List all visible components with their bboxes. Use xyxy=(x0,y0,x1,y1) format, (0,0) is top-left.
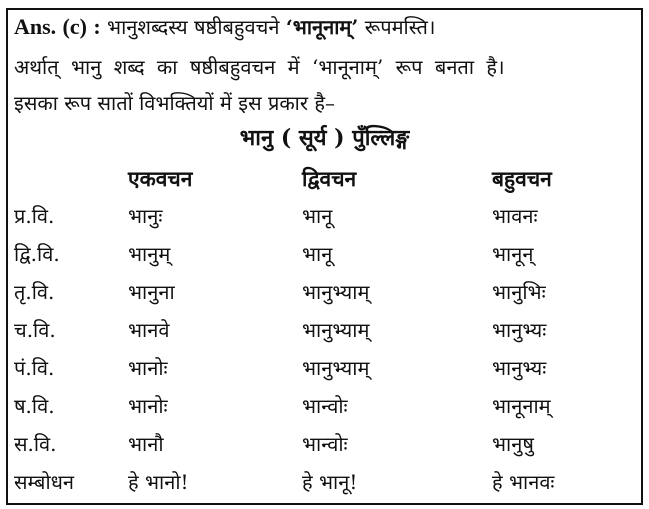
answer-option: (c) xyxy=(62,14,87,39)
dual-form: भानुभ्याम् xyxy=(302,317,370,342)
dual-form: भानू xyxy=(302,203,333,228)
table-row xyxy=(14,462,642,500)
table-row xyxy=(14,310,642,348)
header-singular: एकवचन xyxy=(128,166,193,191)
table-row xyxy=(14,348,642,386)
singular-form: भानोः xyxy=(128,355,168,380)
answer-text-pre: भानुशब्दस्य षष्ठीबहुवचने xyxy=(107,15,280,39)
dual-form: भान्वोः xyxy=(302,393,348,418)
header-plural: बहुवचन xyxy=(492,166,552,191)
case-label: तृ.वि. xyxy=(14,279,55,304)
singular-form: भानुः xyxy=(128,203,163,228)
plural-form: भानुभिः xyxy=(492,279,546,304)
plural-form: भानुषु xyxy=(492,431,534,456)
singular-form: भानुना xyxy=(128,279,175,304)
dual-form: भानू xyxy=(302,241,333,266)
singular-form: भानुम् xyxy=(128,241,171,266)
table-row xyxy=(14,386,642,424)
answer-line xyxy=(14,12,639,42)
declension-heading: भानु ( सूर्य ) पुँल्लिङ्ग xyxy=(239,125,410,151)
answer-highlight: ‘भानूनाम्’ xyxy=(285,15,359,39)
case-label: पं.वि. xyxy=(14,355,55,380)
plural-form: भानूनाम् xyxy=(492,393,551,418)
answer-label: Ans. xyxy=(14,14,57,39)
table-row xyxy=(14,196,642,234)
plural-form: भानुभ्यः xyxy=(492,317,547,342)
declension-table xyxy=(14,162,642,500)
singular-form: भानवे xyxy=(128,317,170,342)
dual-form: भान्वोः xyxy=(302,431,348,456)
dual-form: हे भानू! xyxy=(302,469,358,494)
case-label: ष.वि. xyxy=(14,393,55,418)
case-label: स.वि. xyxy=(14,431,57,456)
header-dual: द्विवचन xyxy=(302,166,357,191)
dual-form: भानुभ्याम् xyxy=(302,279,370,304)
plural-form: भावनः xyxy=(492,203,538,228)
dual-form: भानुभ्याम् xyxy=(302,355,370,380)
plural-form: भानुभ्यः xyxy=(492,355,547,380)
singular-form: भानौ xyxy=(128,431,164,456)
case-label: सम्बोधन xyxy=(14,469,75,494)
header-case xyxy=(14,162,128,196)
table-row xyxy=(14,234,642,272)
case-label: द्वि.वि. xyxy=(14,241,60,266)
answer-colon: : xyxy=(93,14,101,39)
table-header-row xyxy=(14,162,642,196)
case-label: च.वि. xyxy=(14,317,56,342)
plural-form: हे भानवः xyxy=(492,469,555,494)
table-row xyxy=(14,424,642,462)
explanation-line: अर्थात् भानु शब्द का षष्ठीबहुवचन में ‘भानूनाम्’ रूप बनता है। xyxy=(14,55,505,79)
case-label: प्र.वि. xyxy=(14,203,55,228)
singular-form: भानोः xyxy=(128,393,168,418)
declension-intro: इसका रूप सातों विभक्तियों में इस प्रकार है– xyxy=(14,91,336,115)
answer-text-post: रूपमस्ति। xyxy=(364,15,436,39)
plural-form: भानून् xyxy=(492,241,534,266)
table-row xyxy=(14,272,642,310)
singular-form: हे भानो! xyxy=(128,469,189,494)
